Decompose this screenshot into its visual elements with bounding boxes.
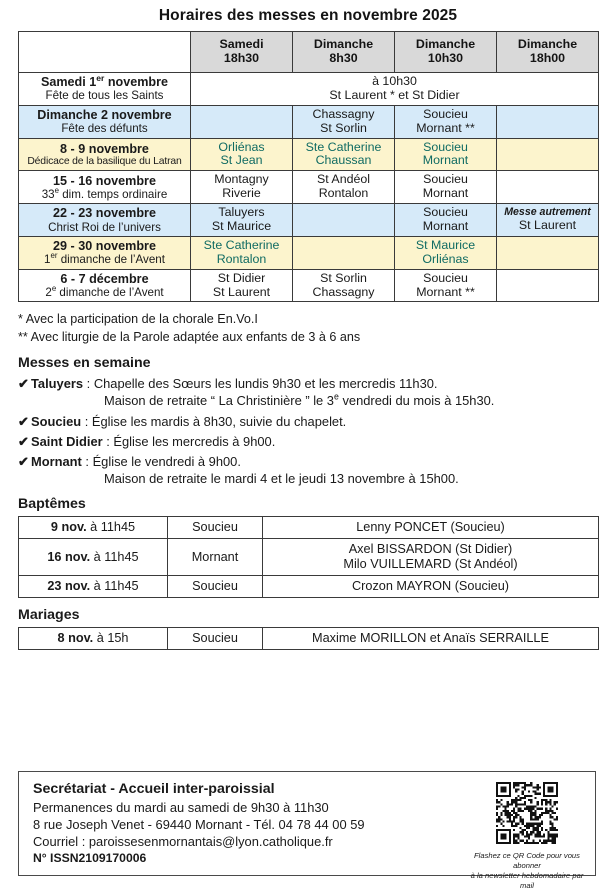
schedule-row-label	[19, 236, 191, 269]
cell-line1: Messe autrement	[504, 206, 591, 219]
baptemes-heading: Baptêmes	[18, 496, 86, 513]
row-label-sub: Christ Roi de l’univers	[48, 220, 161, 234]
qr-caption	[467, 851, 587, 890]
row-label-main: 8 - 9 novembre	[60, 141, 149, 156]
schedule-cell	[293, 204, 395, 237]
event-names	[263, 576, 599, 598]
footer-hours: Permanences du mardi au samedi de 9h30 à 11h30	[33, 800, 329, 815]
event-date-day: 9 nov.	[50, 520, 87, 535]
cell-line1: St Sorlin	[320, 270, 367, 285]
weekday-place-name: Soucieu	[31, 413, 82, 429]
footer-qr-block	[467, 779, 587, 890]
footer-title: Secrétariat - Accueil inter-paroissial	[33, 781, 275, 797]
check-icon: ✔	[18, 376, 29, 392]
cell-line2: Orliénas	[422, 251, 469, 266]
event-date: 16 nov. à 11h45	[19, 539, 168, 576]
footer-text-block	[33, 781, 453, 865]
event-name-line1: Crozon MAYRON (Soucieu)	[352, 579, 509, 594]
weekday-masses-heading: Messes en semaine	[18, 355, 151, 372]
event-name-line1: Axel BISSARDON (St Didier)	[348, 542, 513, 557]
merged-line2: St Laurent * et St Didier	[329, 87, 460, 102]
merged-line1: à 10h30	[372, 74, 417, 88]
qr-caption-line2: à la newsletter hebdomadaire par mail	[470, 870, 584, 890]
event-place: Soucieu	[168, 517, 263, 539]
schedule-cell	[191, 236, 293, 269]
row-label-main: 15 - 16 novembre	[53, 173, 156, 188]
cell-line1: St Maurice	[415, 237, 476, 252]
baptemes-table-wrapper	[0, 516, 616, 598]
header-time: 18h00	[529, 51, 566, 65]
schedule-row	[19, 105, 599, 138]
cell-line2: St Laurent	[212, 284, 271, 299]
row-label-sub: 1er dimanche de l’Avent	[44, 251, 165, 267]
cell-line1: Soucieu	[423, 205, 468, 220]
schedule-cell	[191, 171, 293, 204]
check-icon: ✔	[18, 413, 29, 429]
schedule-cell	[395, 204, 497, 237]
header-time: 8h30	[329, 51, 358, 65]
footnotes	[0, 302, 616, 346]
header-col-samedi-1830	[191, 32, 293, 73]
event-date: 8 nov. à 15h	[19, 628, 168, 650]
event-date-day: 8 nov.	[57, 631, 94, 646]
weekday-mass-item	[18, 433, 598, 450]
cell-line2: St Maurice	[211, 219, 272, 234]
cell-line2: St Laurent	[518, 218, 577, 232]
header-day: Dimanche	[517, 37, 578, 52]
schedule-cell	[293, 269, 395, 302]
schedule-cell	[497, 171, 599, 204]
schedule-row	[19, 73, 599, 106]
schedule-cell	[395, 269, 497, 302]
event-date-day: 16 nov.	[47, 549, 91, 564]
header-day: Dimanche	[313, 37, 374, 52]
row-label-main: Samedi 1er novembre	[40, 73, 169, 90]
weekday-place-name: Saint Didier	[31, 433, 103, 449]
row-label-main: Dimanche 2 novembre	[37, 108, 172, 123]
cell-line1: Taluyers	[218, 205, 265, 220]
footer-email: Courriel : paroissesenmornantais@lyon.catholique.fr	[33, 834, 333, 850]
qr-code-icon[interactable]	[493, 779, 561, 847]
cell-line2: Chaussan	[315, 153, 372, 168]
schedule-table-wrapper	[0, 31, 616, 302]
row-label-sub: 33e dim. temps ordinaire	[41, 185, 168, 201]
cell-line2: St Jean	[220, 153, 263, 168]
cell-line1: Soucieu	[423, 270, 468, 285]
cell-line2: Rontalon	[216, 251, 267, 266]
row-label-sub: Fête des défunts	[61, 122, 148, 136]
footer-issn: N° ISSN2109170006	[33, 851, 147, 866]
cell-line2: Mornant	[422, 219, 469, 234]
table-row	[19, 628, 599, 650]
schedule-cell	[293, 236, 395, 269]
header-col-dimanche-1030	[395, 32, 497, 73]
cell-line1: Ste Catherine	[305, 139, 382, 154]
schedule-cell	[191, 105, 293, 138]
schedule-cell	[497, 269, 599, 302]
event-name-line2: Milo VUILLEMARD (St Andéol)	[343, 557, 518, 572]
weekday-mass-item	[18, 413, 598, 430]
cell-line2: Mornant **	[416, 120, 475, 135]
mariages-heading: Mariages	[18, 607, 80, 624]
row-label-sub: Dédicace de la basilique du Latran	[27, 155, 182, 167]
footer-contact-box	[18, 771, 596, 890]
schedule-cell	[395, 236, 497, 269]
check-icon: ✔	[18, 433, 29, 449]
mariages-body	[19, 628, 599, 650]
weekday-place-name: Taluyers	[31, 376, 84, 392]
table-row	[19, 576, 599, 598]
table-row	[19, 539, 599, 576]
schedule-cell	[293, 138, 395, 171]
header-col-dimanche-0830	[293, 32, 395, 73]
schedule-body	[19, 73, 599, 302]
schedule-row-label	[19, 204, 191, 237]
weekday-detail: : Église les mercredis à 9h00.	[102, 433, 276, 449]
mariages-table	[18, 627, 599, 650]
event-place: Soucieu	[168, 628, 263, 650]
header-time: 18h30	[223, 51, 260, 65]
cell-line2: St Sorlin	[320, 120, 367, 135]
event-date-day: 23 nov.	[47, 579, 91, 594]
schedule-merged-cell	[191, 73, 599, 106]
event-name-line1: Maxime MORILLON et Anaïs SERRAILLE	[312, 631, 549, 646]
cell-line1: Montagny	[214, 172, 269, 187]
cell-line1: Soucieu	[423, 106, 468, 121]
schedule-row	[19, 138, 599, 171]
table-header-row	[19, 32, 599, 73]
weekday-detail-cont: Maison de retraite “ La Christinière ” le 3e vendredi du mois à 15h30.	[104, 392, 495, 409]
row-label-main: 6 - 7 décembre	[60, 272, 149, 287]
header-col-dimanche-1800	[497, 32, 599, 73]
event-place: Mornant	[168, 539, 263, 576]
schedule-row-label	[19, 269, 191, 302]
header-time: 10h30	[427, 51, 464, 65]
cell-line1: Ste Catherine	[203, 237, 280, 252]
row-label-sub: 2e dimanche de l’Avent	[45, 284, 164, 300]
page-title: Horaires des messes en novembre 2025	[158, 7, 458, 24]
qr-caption-line1: Flashez ce QR Code pour vous abonner	[474, 851, 580, 870]
weekday-detail-cont: Maison de retraite le mardi 4 et le jeudi 13 novembre à 15h00.	[104, 471, 459, 486]
cell-line1: Chassagny	[312, 106, 375, 121]
weekday-place-name: Mornant	[31, 453, 82, 469]
cell-line2: Mornant **	[416, 284, 475, 299]
cell-line1: Orliénas	[218, 139, 265, 154]
cell-line2: Riverie	[222, 186, 261, 201]
schedule-cell	[395, 105, 497, 138]
schedule-cell	[497, 105, 599, 138]
schedule-cell	[293, 105, 395, 138]
baptemes-body	[19, 517, 599, 598]
schedule-row-label	[19, 105, 191, 138]
row-label-sub: Fête de tous les Saints	[45, 89, 164, 103]
schedule-cell	[293, 171, 395, 204]
footnote-asterisk: * Avec la participation de la chorale En.Vo.I	[18, 312, 258, 327]
header-day: Samedi	[219, 37, 264, 52]
schedule-row	[19, 171, 599, 204]
mass-schedule-table	[18, 31, 599, 302]
schedule-row-label	[19, 73, 191, 106]
cell-line1: St Didier	[217, 270, 266, 285]
weekday-mass-item	[18, 375, 598, 409]
event-names	[263, 539, 599, 576]
cell-line1: Soucieu	[423, 172, 468, 187]
schedule-cell	[191, 269, 293, 302]
event-names	[263, 517, 599, 539]
event-date: 23 nov. à 11h45	[19, 576, 168, 598]
weekday-detail: : Église le vendredi à 9h00.	[81, 453, 241, 469]
cell-line2: Rontalon	[318, 186, 369, 201]
weekday-masses-list	[0, 375, 616, 487]
schedule-cell	[395, 171, 497, 204]
schedule-cell	[497, 204, 599, 237]
cell-line1: Soucieu	[423, 139, 468, 154]
schedule-row-label	[19, 171, 191, 204]
event-names	[263, 628, 599, 650]
baptemes-table	[18, 516, 599, 598]
footnote-double-asterisk: ** Avec liturgie de la Parole adaptée aux enfants de 3 à 6 ans	[18, 329, 361, 344]
header-day: Dimanche	[415, 37, 476, 52]
weekday-detail: : Chapelle des Sœurs les lundis 9h30 et les mercredis 11h30.	[83, 376, 438, 392]
schedule-cell	[497, 236, 599, 269]
weekday-detail: : Église les mardis à 8h30, suivie du chapelet.	[81, 413, 347, 429]
event-date: 9 nov. à 11h45	[19, 517, 168, 539]
footer-address: 8 rue Joseph Venet - 69440 Mornant - Tél. 04 78 44 00 59	[33, 817, 365, 833]
table-row	[19, 517, 599, 539]
check-icon: ✔	[18, 453, 29, 469]
mariages-table-wrapper	[0, 627, 616, 650]
header-blank-cell	[19, 32, 191, 73]
schedule-cell	[191, 204, 293, 237]
schedule-row	[19, 236, 599, 269]
cell-line2: Mornant	[422, 186, 469, 201]
cell-line1: St Andéol	[316, 172, 371, 187]
weekday-mass-item	[18, 453, 598, 487]
schedule-cell	[395, 138, 497, 171]
row-label-main: 22 - 23 novembre	[53, 206, 156, 221]
schedule-cell	[191, 138, 293, 171]
row-label-main: 29 - 30 novembre	[53, 239, 156, 254]
event-place: Soucieu	[168, 576, 263, 598]
event-name-line1: Lenny PONCET (Soucieu)	[356, 520, 505, 535]
cell-line2: Mornant	[422, 153, 469, 168]
schedule-cell	[497, 138, 599, 171]
cell-line2: Chassagny	[312, 284, 375, 299]
schedule-row	[19, 269, 599, 302]
schedule-row-label	[19, 138, 191, 171]
schedule-row	[19, 204, 599, 237]
